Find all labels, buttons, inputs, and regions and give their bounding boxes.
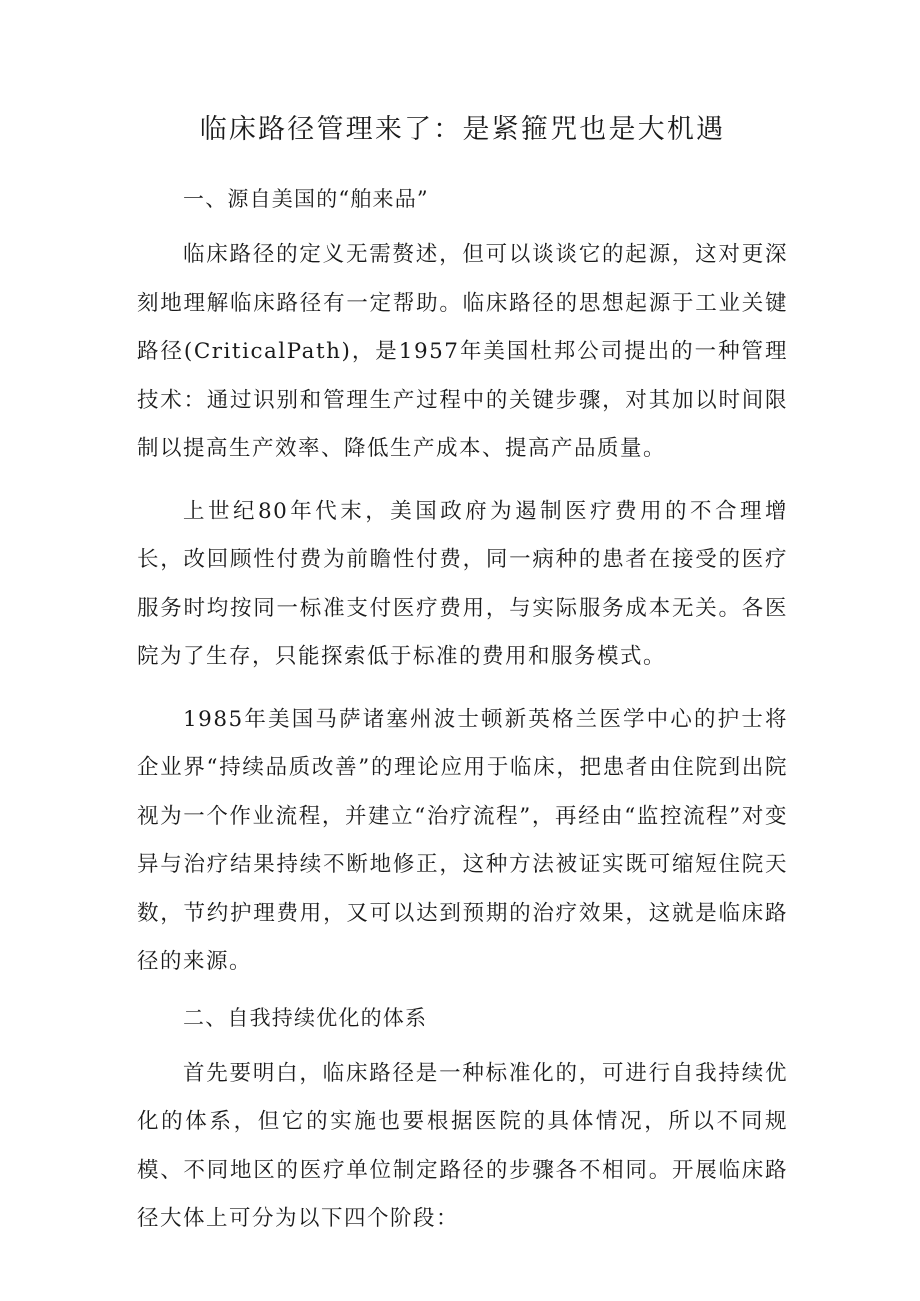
section-origin [137,182,788,987]
document-title: 临床路径管理来了：是紧箍咒也是大机遇 [199,114,726,145]
section-heading: 二、自我持续优化的体系 [183,1005,428,1030]
paragraph: 上世纪80年代末，美国政府为遏制医疗费用的不合理增长，改回顾性付费为前瞻性付费，同一病种的患者在接受的医疗服务时均按同一标准支付医疗费用，与实际服务成本无关。各医院为了生存，只能探索低于标准的费用和服务模式。 [137,498,788,669]
paragraph: 首先要明白，临床路径是一种标准化的，可进行自我持续优化的体系，但它的实施也要根据医院的具体情况，所以不同规模、不同地区的医疗单位制定路径的步骤各不相同。开展临床路径大体上可分为以下四个阶段： [137,1060,788,1231]
paragraph: 临床路径的定义无需赘述，但可以谈谈它的起源，这对更深刻地理解临床路径有一定帮助。临床路径的思想起源于工业关键路径(CriticalPath)，是1957年美国杜邦公司提出的一种管理技术：通过识别和管理生产过程中的关键步骤，对其加以时间限制以提高生产效率、降低生产成本、提高产品质量。 [137,242,788,461]
section-self-optimizing-system [137,1001,788,1244]
section-heading: 一、源自美国的“舶来品” [183,187,429,211]
paragraph: 1985年美国马萨诸塞州波士顿新英格兰医学中心的护士将企业界“持续品质改善”的理论应用于临床，把患者由住院到出院视为一个作业流程，并建立“治疗流程”，再经由“监控流程”对变异与治疗结果持续不断地修正，这种方法被证实既可缩短住院天数，节约护理费用，又可以达到预期的治疗效果，这就是临床路径的来源。 [137,706,788,974]
